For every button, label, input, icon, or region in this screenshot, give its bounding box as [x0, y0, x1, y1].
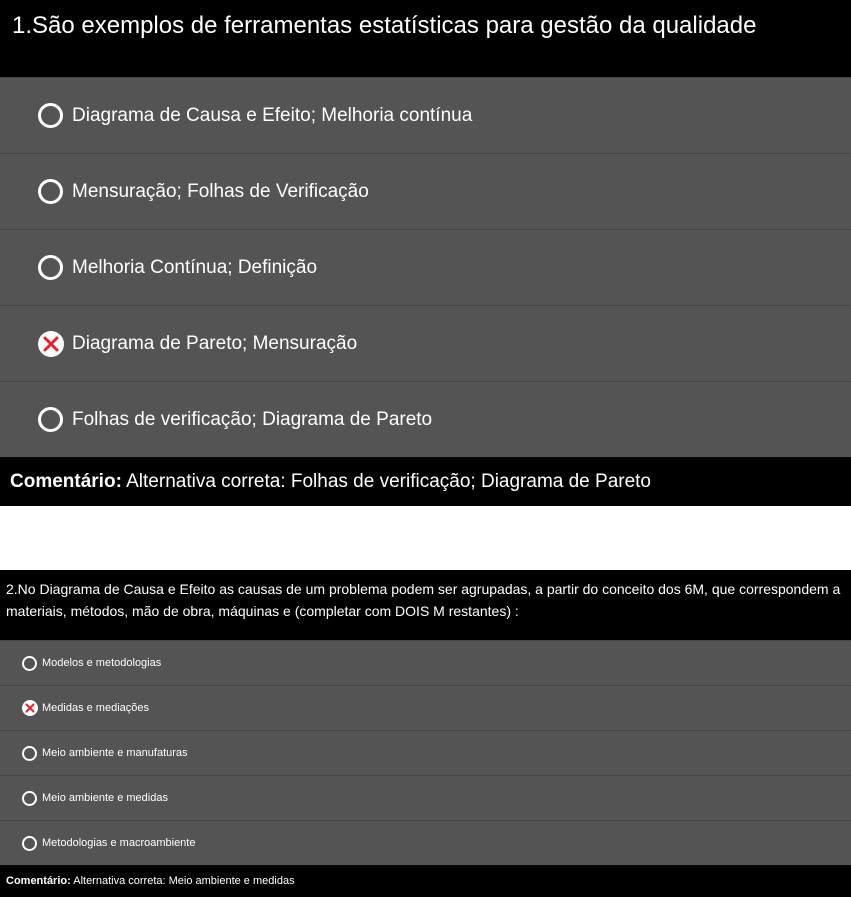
- q1-option-3[interactable]: [0, 229, 851, 305]
- wrong-x-icon[interactable]: [22, 700, 38, 716]
- option-label: Metodologias e macroambiente: [42, 837, 196, 849]
- option-label: Mensuração; Folhas de Verificação: [72, 180, 369, 202]
- option-label: Meio ambiente e manufaturas: [42, 747, 188, 759]
- q2-option-4[interactable]: [0, 775, 851, 820]
- q1-option-4[interactable]: [0, 305, 851, 381]
- comment-text: Alternativa correta: Meio ambiente e medidas: [70, 875, 295, 887]
- q2-option-1[interactable]: [0, 640, 851, 685]
- radio-empty-icon[interactable]: [22, 791, 37, 806]
- option-label: Folhas de verificação; Diagrama de Pareto: [72, 408, 433, 430]
- question-2-comment: [0, 865, 851, 897]
- radio-empty-icon[interactable]: [22, 836, 37, 851]
- comment-text: Alternativa correta: Folhas de verificação; Diagrama de Pareto: [121, 471, 652, 492]
- q1-option-5[interactable]: [0, 381, 851, 457]
- radio-empty-icon[interactable]: [38, 407, 63, 432]
- radio-empty-icon[interactable]: [22, 746, 37, 761]
- option-label: Melhoria Contínua; Definição: [72, 256, 318, 278]
- q1-option-2[interactable]: [0, 153, 851, 229]
- option-label: Medidas e mediações: [42, 702, 150, 714]
- option-label: Meio ambiente e medidas: [42, 792, 168, 804]
- comment-label: Comentário:: [6, 875, 71, 887]
- q2-option-3[interactable]: [0, 730, 851, 775]
- q1-option-1[interactable]: [0, 77, 851, 153]
- radio-empty-icon[interactable]: [38, 255, 63, 280]
- question-1-title: 1.São exemplos de ferramentas estatísticas para gestão da qualidade: [0, 0, 851, 77]
- question-2-title: 2.No Diagrama de Causa e Efeito as causas de um problema podem ser agrupadas, a partir do conceito dos 6M, que correspondem a materiais, métodos, mão de obra, máquinas e (completar com DOIS M restantes) :: [0, 570, 851, 640]
- option-label: Modelos e metodologias: [42, 657, 162, 669]
- q2-option-5[interactable]: [0, 820, 851, 865]
- question-2: [0, 570, 851, 897]
- question-1-comment: [0, 457, 851, 506]
- option-label: Diagrama de Pareto; Mensuração: [72, 332, 358, 354]
- radio-empty-icon[interactable]: [38, 179, 63, 204]
- radio-empty-icon[interactable]: [38, 103, 63, 128]
- option-label: Diagrama de Causa e Efeito; Melhoria contínua: [72, 104, 473, 126]
- wrong-x-icon[interactable]: [38, 331, 64, 357]
- radio-empty-icon[interactable]: [22, 656, 37, 671]
- q2-option-2[interactable]: [0, 685, 851, 730]
- comment-label: Comentário:: [10, 471, 122, 492]
